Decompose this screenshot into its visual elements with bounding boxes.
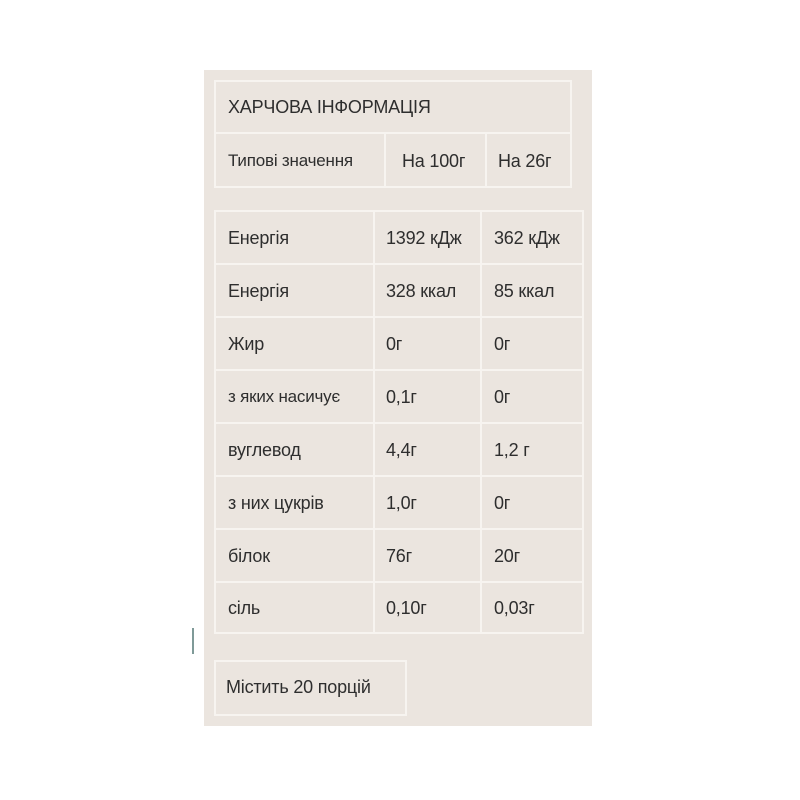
row-divider [214,581,584,583]
row-divider [214,528,584,530]
edge-mark [192,628,194,654]
nutrient-name: з них цукрів [228,493,324,513]
nutrient-name: Жир [228,334,265,354]
value-per-100g: 1,0г [386,493,417,513]
value-per-serving: 20г [494,546,520,566]
value-per-serving: 1,2 г [494,440,530,460]
value-per-serving: 0,03г [494,598,535,618]
column-header-serving: На 26г [498,151,552,171]
row-divider [214,369,584,371]
header-divider [214,132,572,134]
header-col-divider-1 [384,132,386,188]
value-per-100g: 0,1г [386,387,417,407]
row-divider [214,263,584,265]
value-per-100g: 4,4г [386,440,417,460]
servings-note: Містить 20 порцій [226,677,371,697]
value-per-serving: 0г [494,387,511,407]
value-per-100g: 328 ккал [386,281,457,301]
nutrient-name: вуглевод [228,440,301,460]
table-title: ХАРЧОВА ІНФОРМАЦІЯ [228,97,431,117]
nutrient-name: з яких насичує [228,387,340,406]
row-divider [214,422,584,424]
value-per-serving: 85 ккал [494,281,555,301]
header-col-divider-2 [485,132,487,188]
column-header-per100: На 100г [402,151,466,171]
row-divider [214,316,584,318]
nutrient-name: сіль [228,598,261,618]
nutrient-name: Енергія [228,228,289,248]
nutrient-name: Енергія [228,281,289,301]
value-per-100g: 76г [386,546,412,566]
value-per-100g: 0,10г [386,598,427,618]
value-per-serving: 0г [494,493,511,513]
value-per-100g: 0г [386,334,403,354]
value-per-100g: 1392 кДж [386,228,462,248]
nutrient-name: білок [228,546,270,566]
value-per-serving: 362 кДж [494,228,560,248]
value-per-serving: 0г [494,334,511,354]
row-divider [214,475,584,477]
column-header-typical: Типові значення [228,151,353,170]
